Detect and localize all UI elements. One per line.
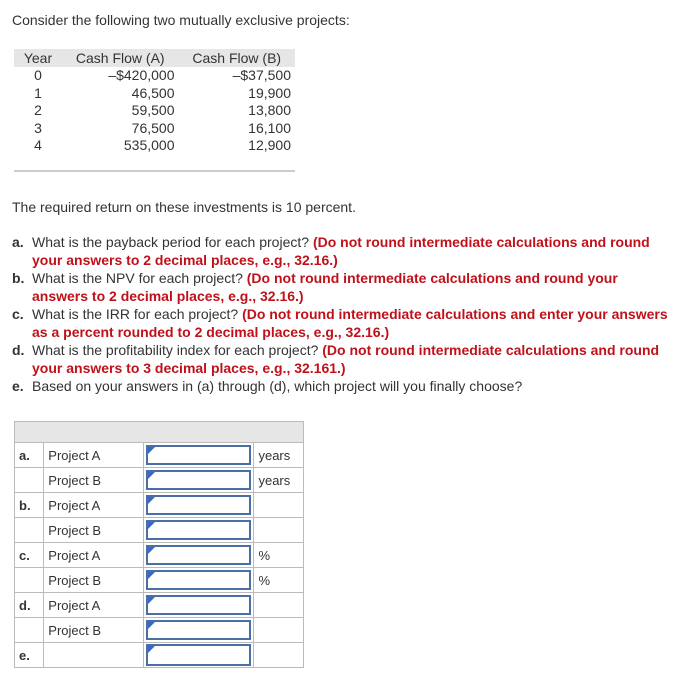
table-row xyxy=(14,85,295,103)
question-letter: d. xyxy=(12,342,25,358)
cash-flow-header-row xyxy=(14,49,295,67)
question-text: Based on your answers in (a) through (d), which project will you finally choose? xyxy=(32,378,523,394)
answer-project-label: Project B xyxy=(44,618,144,643)
answer-row-a-project-b xyxy=(15,468,304,493)
intro-text: Consider the following two mutually exclusive projects: xyxy=(12,12,350,28)
answer-unit: years xyxy=(254,443,304,468)
pi-project-a-input[interactable] xyxy=(146,595,251,615)
question-text: What is the payback period for each project? xyxy=(32,234,313,250)
irr-project-b-input[interactable] xyxy=(146,570,251,590)
answer-unit xyxy=(254,643,304,668)
question-letter: c. xyxy=(12,306,24,322)
pi-project-b-input[interactable] xyxy=(146,620,251,640)
answer-letter xyxy=(15,518,44,543)
required-return-text: The required return on these investments is 10 percent. xyxy=(12,199,356,215)
question-c xyxy=(12,305,672,341)
year-cell: 4 xyxy=(34,137,42,153)
table-row xyxy=(14,137,295,161)
answer-header-cell xyxy=(15,422,304,443)
answer-row-d-project-b xyxy=(15,618,304,643)
question-instruction: (Do not round intermediate calculations and round your answers to 2 decimal places, e.g., 32.16.) xyxy=(32,234,650,268)
question-instruction: (Do not round intermediate calculations and round your answers to 2 decimal places, e.g., 32.16.) xyxy=(32,270,618,304)
npv-project-b-input[interactable] xyxy=(146,520,251,540)
question-letter: e. xyxy=(12,378,24,394)
question-d xyxy=(12,341,672,377)
cash-flow-b-cell: –$37,500 xyxy=(232,67,291,83)
answer-row-a-project-a xyxy=(15,443,304,468)
answer-project-label: Project A xyxy=(44,543,144,568)
answer-project-label: Project B xyxy=(44,518,144,543)
answer-letter xyxy=(15,468,44,493)
answer-row-c-project-b xyxy=(15,568,304,593)
question-letter: b. xyxy=(12,270,25,286)
cash-flow-b-cell: 12,900 xyxy=(248,137,291,153)
table-row xyxy=(14,102,295,120)
header-cash-flow-a: Cash Flow (A) xyxy=(75,50,165,66)
header-year: Year xyxy=(23,50,53,66)
answer-letter xyxy=(15,618,44,643)
question-text: What is the NPV for each project? xyxy=(32,270,247,286)
answer-letter: d. xyxy=(15,593,44,618)
answer-project-label: Project B xyxy=(44,468,144,493)
question-instruction: (Do not round intermediate calculations and enter your answers as a percent rounded to 2 decimal places, e.g., 32.16.) xyxy=(32,306,668,340)
answer-unit xyxy=(254,618,304,643)
answer-letter xyxy=(15,568,44,593)
cash-flow-a-cell: 76,500 xyxy=(131,119,175,136)
answer-unit: % xyxy=(254,543,304,568)
cash-flow-a-cell: 46,500 xyxy=(131,84,175,101)
table-row xyxy=(14,67,295,85)
answer-project-label: Project A xyxy=(44,593,144,618)
project-choice-select[interactable] xyxy=(146,644,251,666)
header-cash-flow-b: Cash Flow (B) xyxy=(192,50,282,66)
answer-letter: e. xyxy=(15,643,44,668)
answer-row-d-project-a xyxy=(15,593,304,618)
question-letter: a. xyxy=(12,234,24,250)
question-instruction: (Do not round intermediate calculations and round your answers to 3 decimal places, e.g., 32.161.) xyxy=(32,342,660,376)
cash-flow-a-cell: –$420,000 xyxy=(108,67,175,83)
payback-project-b-input[interactable] xyxy=(146,470,251,490)
cash-flow-a-cell: 59,500 xyxy=(131,102,175,118)
answer-project-label: Project B xyxy=(44,568,144,593)
answer-row-e xyxy=(15,643,304,668)
answer-row-b-project-a xyxy=(15,493,304,518)
answer-project-label xyxy=(44,643,144,668)
question-list xyxy=(12,233,672,395)
year-cell: 1 xyxy=(34,84,42,101)
answer-header-row xyxy=(15,422,304,443)
cash-flow-table xyxy=(14,49,295,161)
answer-table xyxy=(14,421,304,668)
answer-letter: c. xyxy=(15,543,44,568)
question-e xyxy=(12,377,672,395)
cash-flow-b-cell: 13,800 xyxy=(248,102,291,118)
answer-project-label: Project A xyxy=(44,493,144,518)
answer-unit xyxy=(254,518,304,543)
question-text: What is the IRR for each project? xyxy=(32,306,243,322)
answer-unit xyxy=(254,493,304,518)
irr-project-a-input[interactable] xyxy=(146,545,251,565)
year-cell: 3 xyxy=(34,119,42,136)
answer-unit: years xyxy=(254,468,304,493)
cash-flow-a-cell: 535,000 xyxy=(123,137,175,153)
year-cell: 0 xyxy=(34,67,42,83)
answer-row-b-project-b xyxy=(15,518,304,543)
question-b xyxy=(12,269,672,305)
question-a xyxy=(12,233,672,269)
npv-project-a-input[interactable] xyxy=(146,495,251,515)
answer-letter: a. xyxy=(15,443,44,468)
cash-flow-b-cell: 19,900 xyxy=(248,84,291,101)
year-cell: 2 xyxy=(34,102,42,118)
answer-project-label: Project A xyxy=(44,443,144,468)
table-row xyxy=(14,120,295,138)
answer-letter: b. xyxy=(15,493,44,518)
answer-unit xyxy=(254,593,304,618)
cash-flow-b-cell: 16,100 xyxy=(248,119,291,136)
answer-row-c-project-a xyxy=(15,543,304,568)
payback-project-a-input[interactable] xyxy=(146,445,251,465)
answer-unit: % xyxy=(254,568,304,593)
table-divider xyxy=(14,170,295,172)
question-text: What is the profitability index for each project? xyxy=(32,342,323,358)
